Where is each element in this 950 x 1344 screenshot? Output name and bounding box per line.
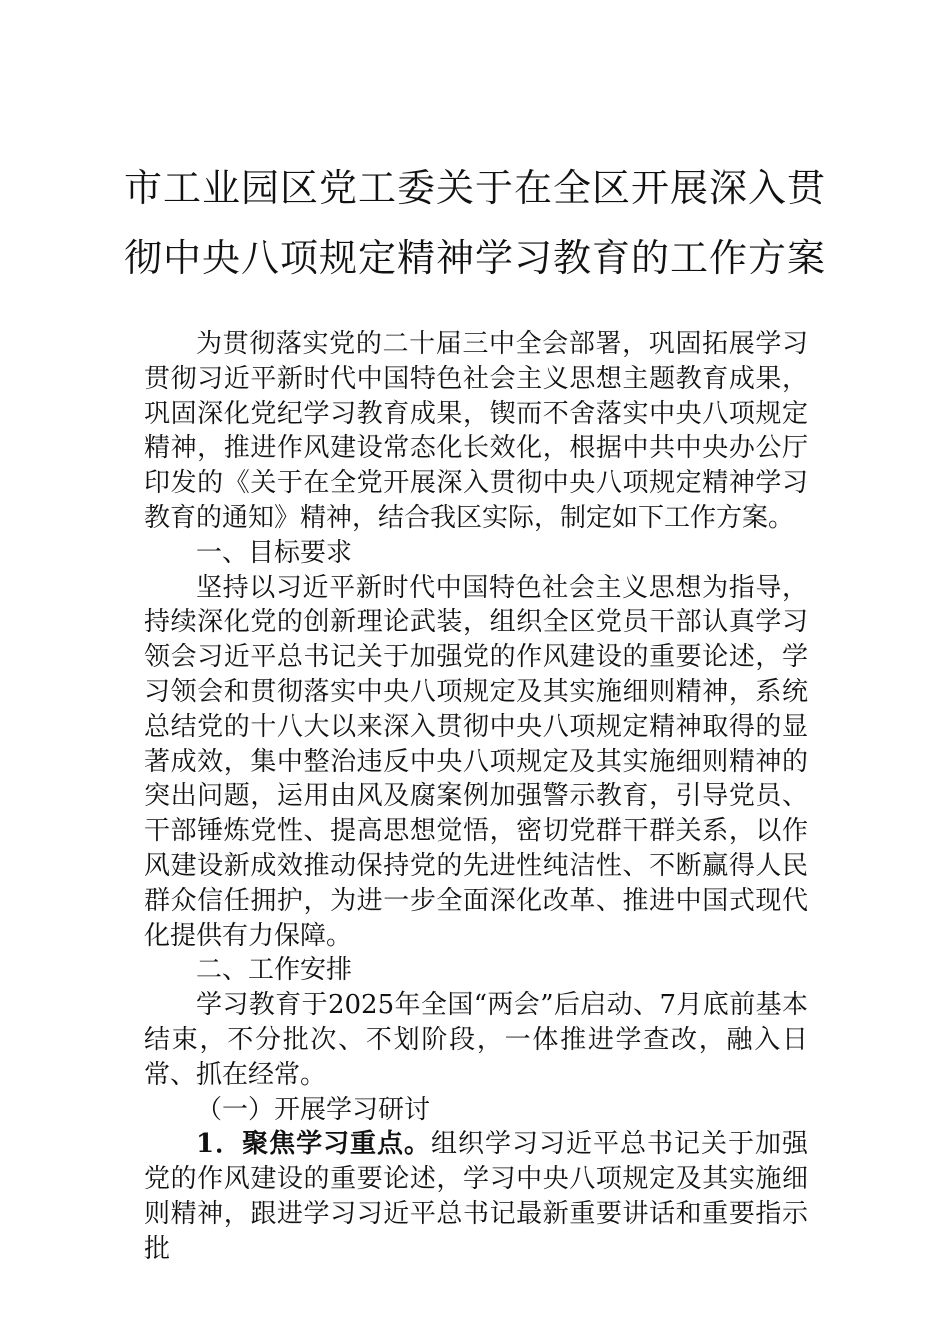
section-paragraph-goals: 坚持以习近平新时代中国特色社会主义思想为指导，持续深化党的创新理论武装，组织全区党员干部认真学习领会习近平总书记关于加强党的作风建设的重要论述，学习领会和贯彻落实中央八项规定及其实施细则精神，系统总结党的十八大以来深入贯彻中央八项规定精神取得的显著成效，集中整治违反中央八项规定及其实施细则精神的突出问题，运用由风及腐案例加强警示教育，引导党员、干部锤炼党性、提高思想觉悟，密切党群干群关系，以作风建设新成效推动保持党的先进性纯洁性、不断赢得人民群众信任拥护，为进一步全面深化改革、推进中国式现代化提供有力保障。 xyxy=(144,572,808,951)
item-lead-focus: 1．聚焦学习重点。 xyxy=(196,1129,432,1160)
section-heading-arrangements: 二、工作安排 xyxy=(196,955,353,986)
item-paragraph-focus xyxy=(144,1127,808,1266)
subsection-heading-study: （一）开展学习研讨 xyxy=(196,1094,431,1125)
section-paragraph-arrangements: 学习教育于2025年全国“两会”后启动、7月底前基本结束，不分批次、不划阶段，一体推进学查改，融入日常、抓在经常。 xyxy=(144,990,808,1090)
document-title-line-2: 彻中央八项规定精神学习教育的工作方案 xyxy=(123,236,826,280)
document-title-line-1: 市工业园区党工委关于在全区开展深入贯 xyxy=(123,166,826,210)
item-body-focus: 组织学习习近平总书记关于加强党的作风建设的重要论述，学习中央八项规定及其实施细则精神，跟进学习习近平总书记最新重要讲话和重要指示批 xyxy=(144,1129,808,1264)
section-heading-goals: 一、目标要求 xyxy=(196,537,353,568)
intro-paragraph: 为贯彻落实党的二十届三中全会部署，巩固拓展学习贯彻习近平新时代中国特色社会主义思想主题教育成果，巩固深化党纪学习教育成果，锲而不舍落实中央八项规定精神，推进作风建设常态化长效化，根据中共中央办公厅印发的《关于在全党开展深入贯彻中央八项规定精神学习教育的通知》精神，结合我区实际，制定如下工作方案。 xyxy=(144,329,808,533)
document-body xyxy=(144,327,808,1267)
